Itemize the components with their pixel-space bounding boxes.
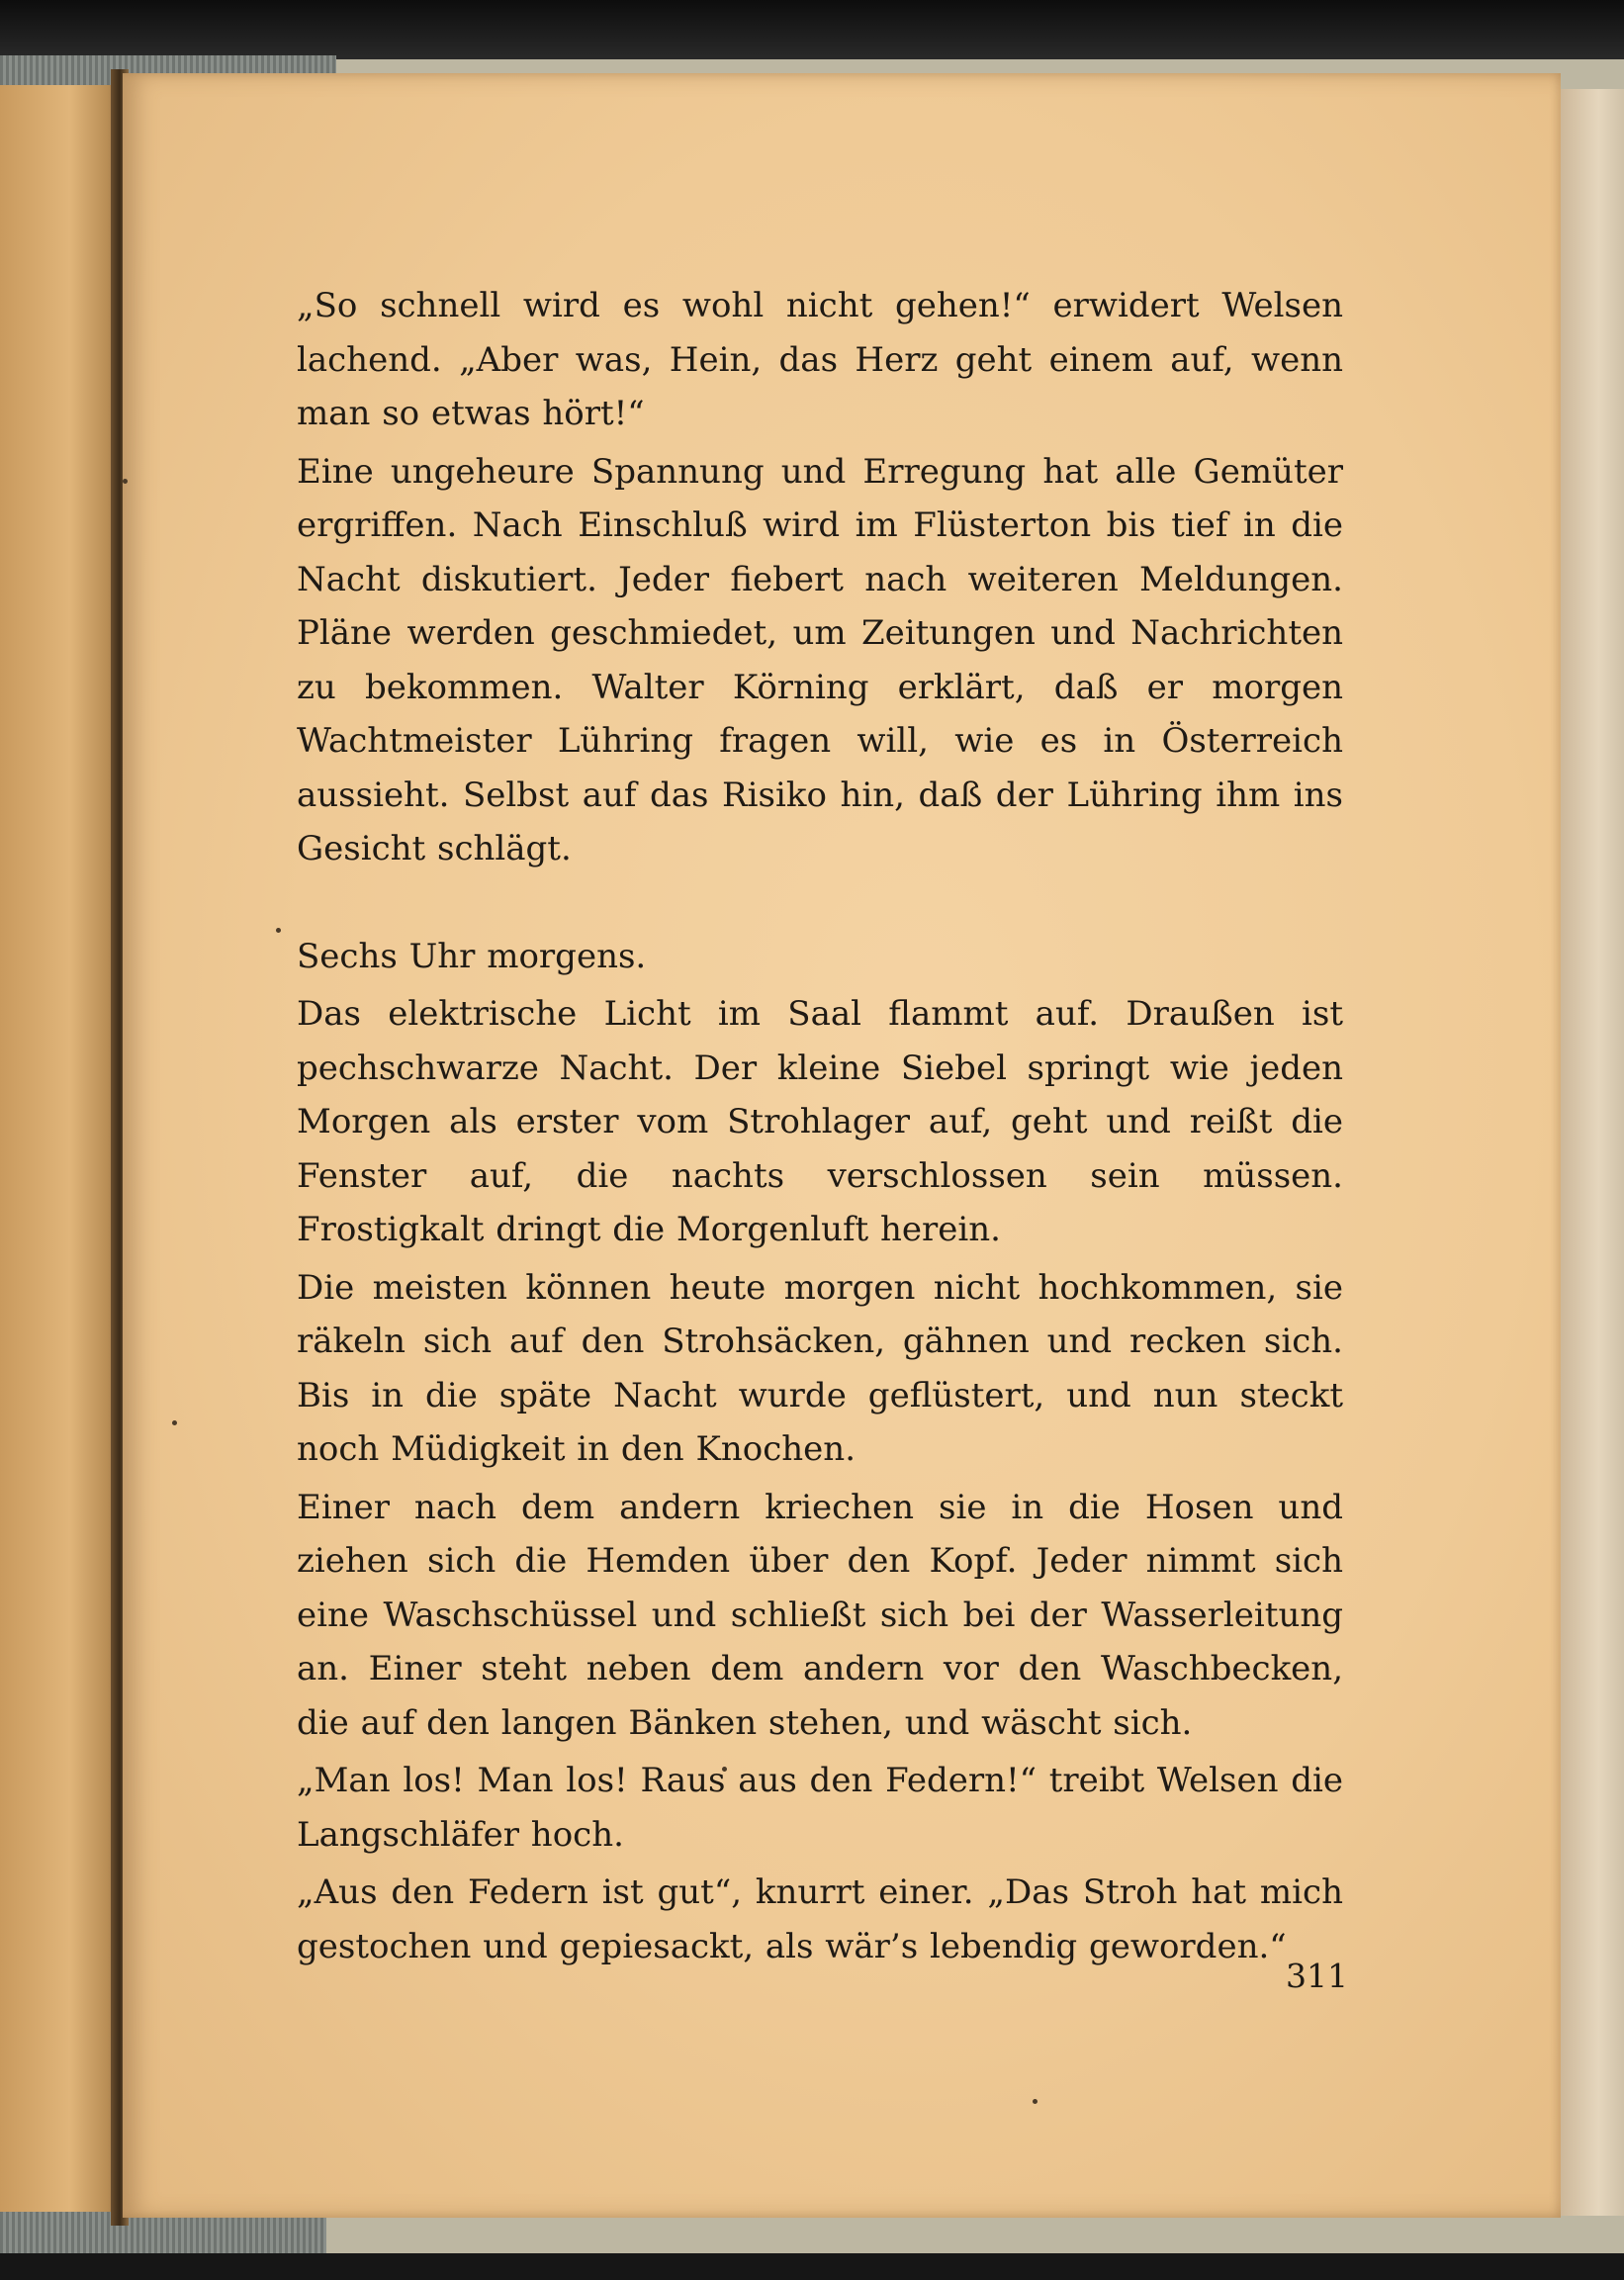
- paragraph: Das elektrische Licht im Saal flammt auf. Draußen ist pechschwarze Nacht. Der kleine Siebel springt wie jeden Morgen als erster vom Strohlager auf, geht und reißt die Fenster auf, die nachts verschlossen sein müssen. Frostigkalt dringt die Morgenluft herein.: [297, 994, 1343, 1249]
- paper-speck: [276, 928, 281, 933]
- paragraph: Die meisten können heute morgen nicht hochkommen, sie räkeln sich auf den Strohsäcken, gähnen und recken sich. Bis in die späte Nacht wurde geflüstert, und nun steckt noch Müdigkeit in den Knochen.: [297, 1267, 1343, 1469]
- paragraph: „Man los! Man los! Raus aus den Federn!“ treibt Welsen die Langschläfer hoch.: [297, 1761, 1343, 1855]
- paragraph: Eine ungeheure Spannung und Erregung hat alle Gemüter ergriffen. Nach Einschluß wird im Flüsterton bis tief in die Nacht diskutiert. Jeder fiebert nach weiteren Meldungen. Pläne werden geschmiedet, um Zeitungen und Nachrichten zu bekommen. Walter Körning erklärt, daß er morgen Wachtmeister Lühring fragen will, wie es in Österreich aussieht. Selbst auf das Risiko hin, daß der Lühring ihm ins Gesicht schlägt.: [297, 451, 1343, 868]
- paper-speck: [1033, 2099, 1038, 2104]
- page-number: 311: [1286, 1957, 1348, 1995]
- paper-speck: [172, 1420, 177, 1425]
- paragraph: „So schnell wird es wohl nicht gehen!“ erwidert Welsen lachend. „Aber was, Hein, das Herz geht einem auf, wenn man so etwas hört!“: [297, 286, 1343, 433]
- facing-page-edge: [0, 85, 127, 2212]
- paragraph: Einer nach dem andern kriechen sie in die Hosen und ziehen sich die Hemden über den Kopf. Jeder nimmt sich eine Waschschüssel und schließt sich bei der Wasserleitung an. Einer steht neben dem andern vor den Waschbecken, die auf den langen Bänken stehen, und wäscht sich.: [297, 1487, 1343, 1743]
- page-edges: [1561, 89, 1624, 2216]
- scanner-edge: [0, 0, 1624, 61]
- paper-speck: [123, 479, 128, 484]
- paragraph: „Aus den Federn ist gut“, knurrt einer. „Das Stroh hat mich gestochen und gepiesackt, als wär’s lebendig geworden.“: [297, 1872, 1343, 1966]
- paragraph: Sechs Uhr morgens.: [297, 936, 647, 976]
- body-text: [297, 279, 1343, 1977]
